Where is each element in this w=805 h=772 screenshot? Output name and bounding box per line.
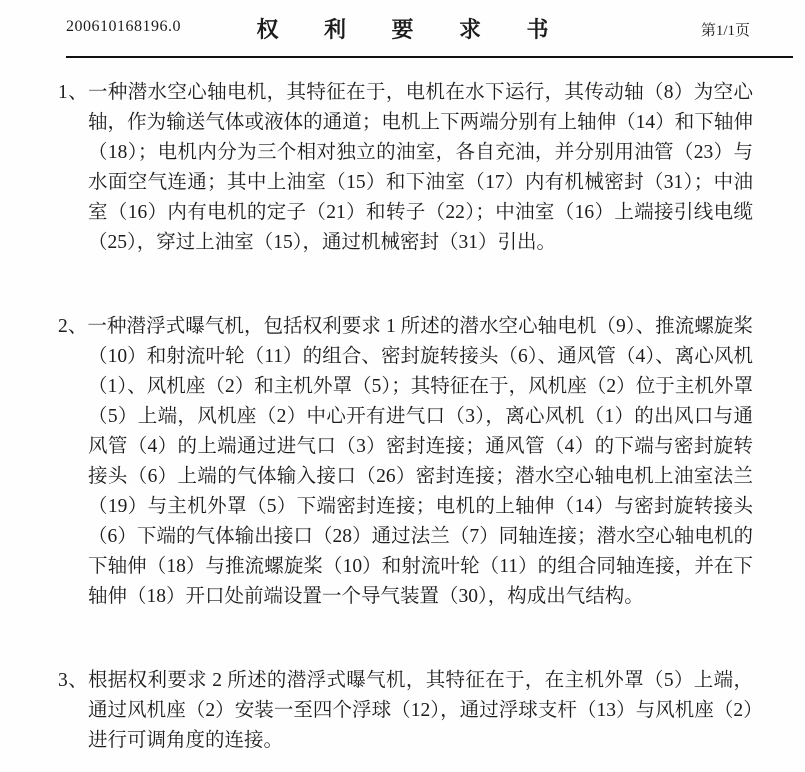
- document-header: [0, 0, 805, 57]
- claim-number: 1、: [58, 82, 88, 103]
- claim-number: 2、: [58, 316, 88, 337]
- claim-paragraph-3: [58, 666, 753, 756]
- application-number: 200610168196.0: [66, 18, 181, 35]
- claim-text: 一种潜水空心轴电机，其特征在于，电机在水下运行，其传动轴（8）为空心轴，作为输送气体或液体的通道；电机上下两端分别有上轴伸（14）和下轴伸（18）；电机内分为三个相对独立的油室，各自充油，并分别用油管（23）与水面空气连通；其中上油室（15）和下油室（17）内有机械密封（31）；中油室（16）内有电机的定子（21）和转子（22）；中油室（16）上端接引线电缆（25），穿过上油室（15），通过机械密封（31）引出。: [87, 82, 753, 253]
- claims-section: [0, 57, 805, 756]
- claim-number: 3、: [58, 670, 88, 691]
- claim-paragraph-2: [58, 312, 753, 612]
- claim-text: 一种潜浮式曝气机，包括权利要求 1 所述的潜水空心轴电机（9）、推流螺旋桨（10）和射流叶轮（11）的组合、密封旋转接头（6）、通风管（4）、离心风机（1）、风机座（2）和主机外罩（5）；其特征在于，风机座（2）位于主机外罩（5）上端，风机座（2）中心开有进气口（3），离心风机（1）的出风口与通风管（4）的上端通过进气口（3）密封连接；通风管（4）的下端与密封旋转接头（6）上端的气体输入接口（26）密封连接；潜水空心轴电机上油室法兰（19）与主机外罩（5）下端密封连接；电机的上轴伸（14）与密封旋转接头（6）下端的气体输出接口（28）通过法兰（7）同轴连接；潜水空心轴电机的下轴伸（18）与推流螺旋桨（10）和射流叶轮（11）的组合同轴连接，并在下轴伸（18）开口处前端设置一个导气装置（30），构成出气结构。: [87, 316, 753, 607]
- document-title: 权 利 要 求 书: [256, 17, 569, 42]
- page-indicator: 第1/1页: [700, 23, 750, 39]
- claim-paragraph-1: [58, 78, 753, 258]
- claim-text: 根据权利要求 2 所述的潜浮式曝气机，其特征在于，在主机外罩（5）上端，通过风机座（2）安装一至四个浮球（12），通过浮球支杆（13）与风机座（2）进行可调角度的连接。: [87, 670, 753, 751]
